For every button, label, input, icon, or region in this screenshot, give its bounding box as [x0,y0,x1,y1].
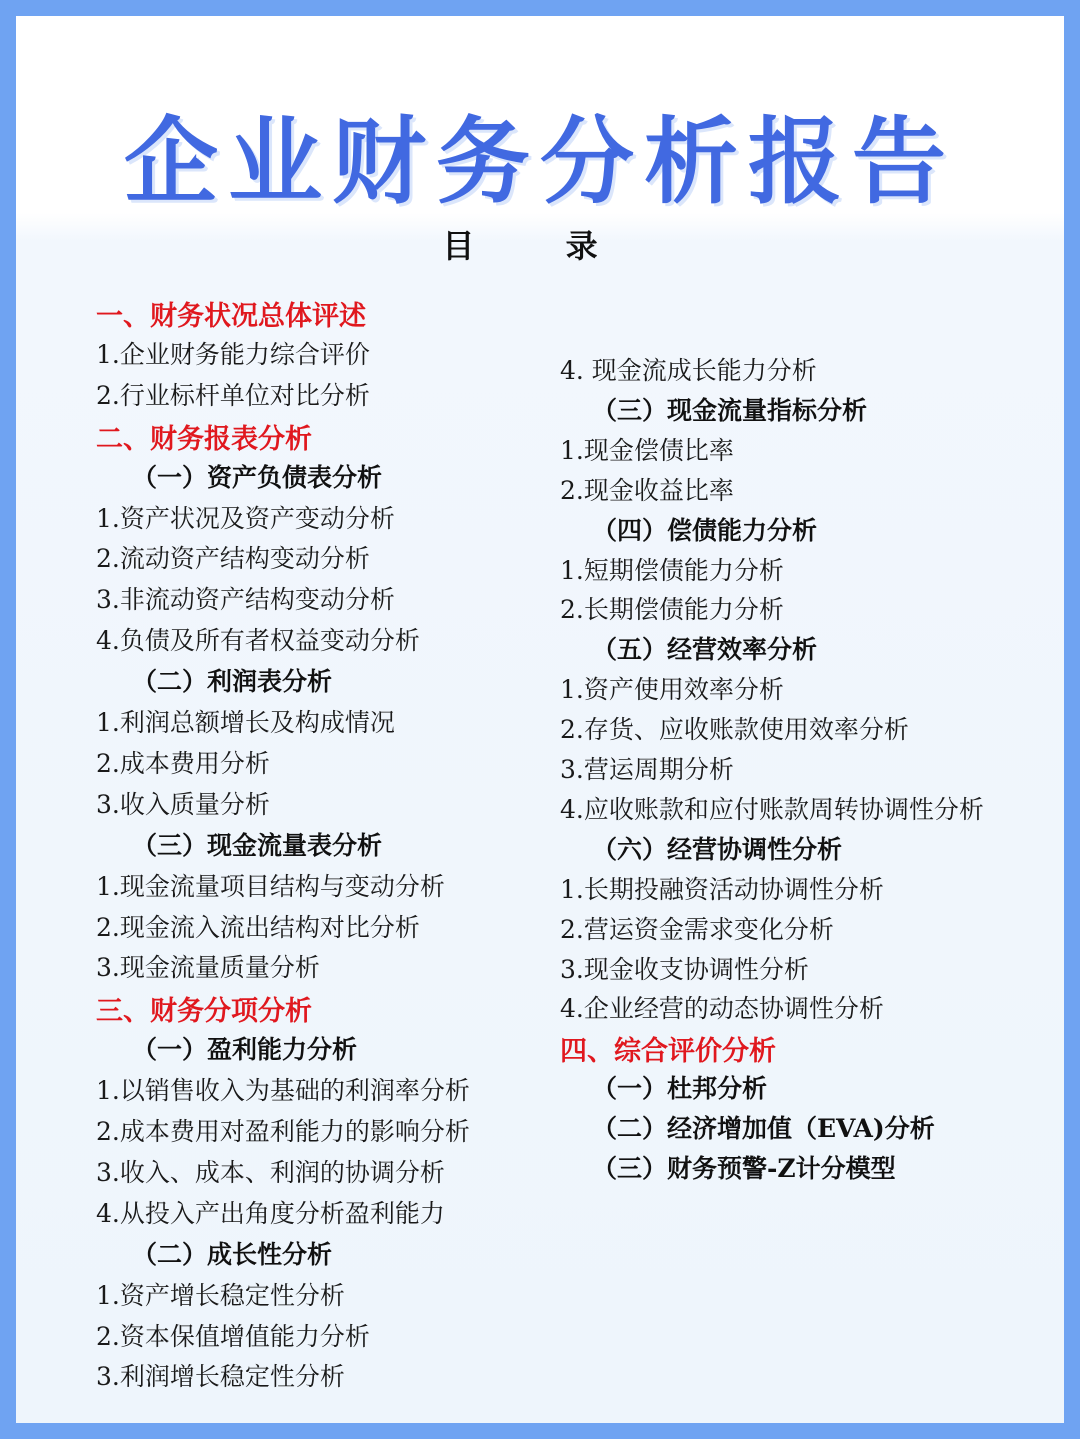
toc-section-heading: 四、综合评价分析 [560,1036,776,1068]
toc-item: 2.存货、应收账款使用效率分析 [560,715,909,745]
toc-item: 3.收入、成本、利润的协调分析 [96,1157,445,1187]
toc-subsection-heading: （三）现金流量指标分析 [592,395,868,425]
toc-subsection-heading: （一）盈利能力分析 [132,1035,358,1065]
toc-subsection-heading: （一）杜邦分析 [592,1074,768,1104]
toc-item: 2.营运资金需求变化分析 [560,914,834,944]
page-title: 企业财务分析报告 [123,108,956,217]
toc-item: 2.流动资产结构变动分析 [96,544,370,574]
toc-item: 1.长期投融资活动协调性分析 [560,874,884,904]
toc-item: 1.短期偿债能力分析 [560,555,784,585]
toc-item: 1.资产状况及资产变动分析 [96,503,395,533]
toc-item: 2.成本费用对盈利能力的影响分析 [96,1117,470,1146]
toc-item: 2.资本保值增值能力分析 [96,1321,370,1351]
document-page [16,16,1064,1423]
toc-item: 1.现金偿债比率 [560,435,734,465]
toc-item: 1.企业财务能力综合评价 [96,339,370,369]
toc-item: 1.以销售收入为基础的利润率分析 [96,1076,470,1106]
toc-item: 1.现金流量项目结构与变动分析 [96,871,445,901]
toc-subsection-heading: （二）经济增加值（EVA)分析 [592,1114,935,1144]
toc-item: 3.现金流量质量分析 [96,953,320,983]
toc-item: 1.资产增长稳定性分析 [96,1280,345,1310]
toc-item: 1.资产使用效率分析 [560,675,784,705]
toc-item: 3.非流动资产结构变动分析 [96,585,395,615]
toc-subsection-heading: （五）经营效率分析 [592,635,818,665]
toc-item: 2.长期偿债能力分析 [560,595,784,625]
toc-item: 4.从投入产出角度分析盈利能力 [96,1198,445,1228]
toc-subsection-heading: （一）资产负债表分析 [132,462,383,492]
toc-subsection-heading: （三）现金流量表分析 [132,830,383,860]
toc-heading: 目 录 [442,227,638,265]
toc-item: 1.利润总额增长及构成情况 [96,708,395,737]
toc-item: 3.营运周期分析 [560,755,734,784]
toc-item: 2.行业标杆单位对比分析 [96,380,370,410]
toc-section-heading: 二、财务报表分析 [96,423,312,455]
toc-item: 3.利润增长稳定性分析 [96,1362,345,1392]
toc-item: 4.企业经营的动态协调性分析 [560,994,884,1024]
toc-item: 4. 现金流成长能力分析 [560,356,817,385]
toc-item: 2.现金流入流出结构对比分析 [96,912,420,942]
toc-subsection-heading: （二）利润表分析 [132,667,333,697]
toc-item: 4.应收账款和应付账款周转协调性分析 [560,794,984,824]
toc-subsection-heading: （四）偿债能力分析 [592,515,818,545]
toc-item: 3.现金收支协调性分析 [560,954,809,984]
toc-item: 2.现金收益比率 [560,475,734,505]
toc-item: 2.成本费用分析 [96,748,270,778]
toc-subsection-heading: （二）成长性分析 [132,1239,333,1269]
toc-item: 4.负债及所有者权益变动分析 [96,626,420,656]
toc-subsection-heading: （六）经营协调性分析 [592,834,843,864]
toc-section-heading: 三、财务分项分析 [96,996,312,1028]
toc-item: 3.收入质量分析 [96,789,270,819]
toc-subsection-heading: （三）财务预警-Z计分模型 [592,1154,896,1183]
toc-section-heading: 一、财务状况总体评述 [96,301,366,332]
